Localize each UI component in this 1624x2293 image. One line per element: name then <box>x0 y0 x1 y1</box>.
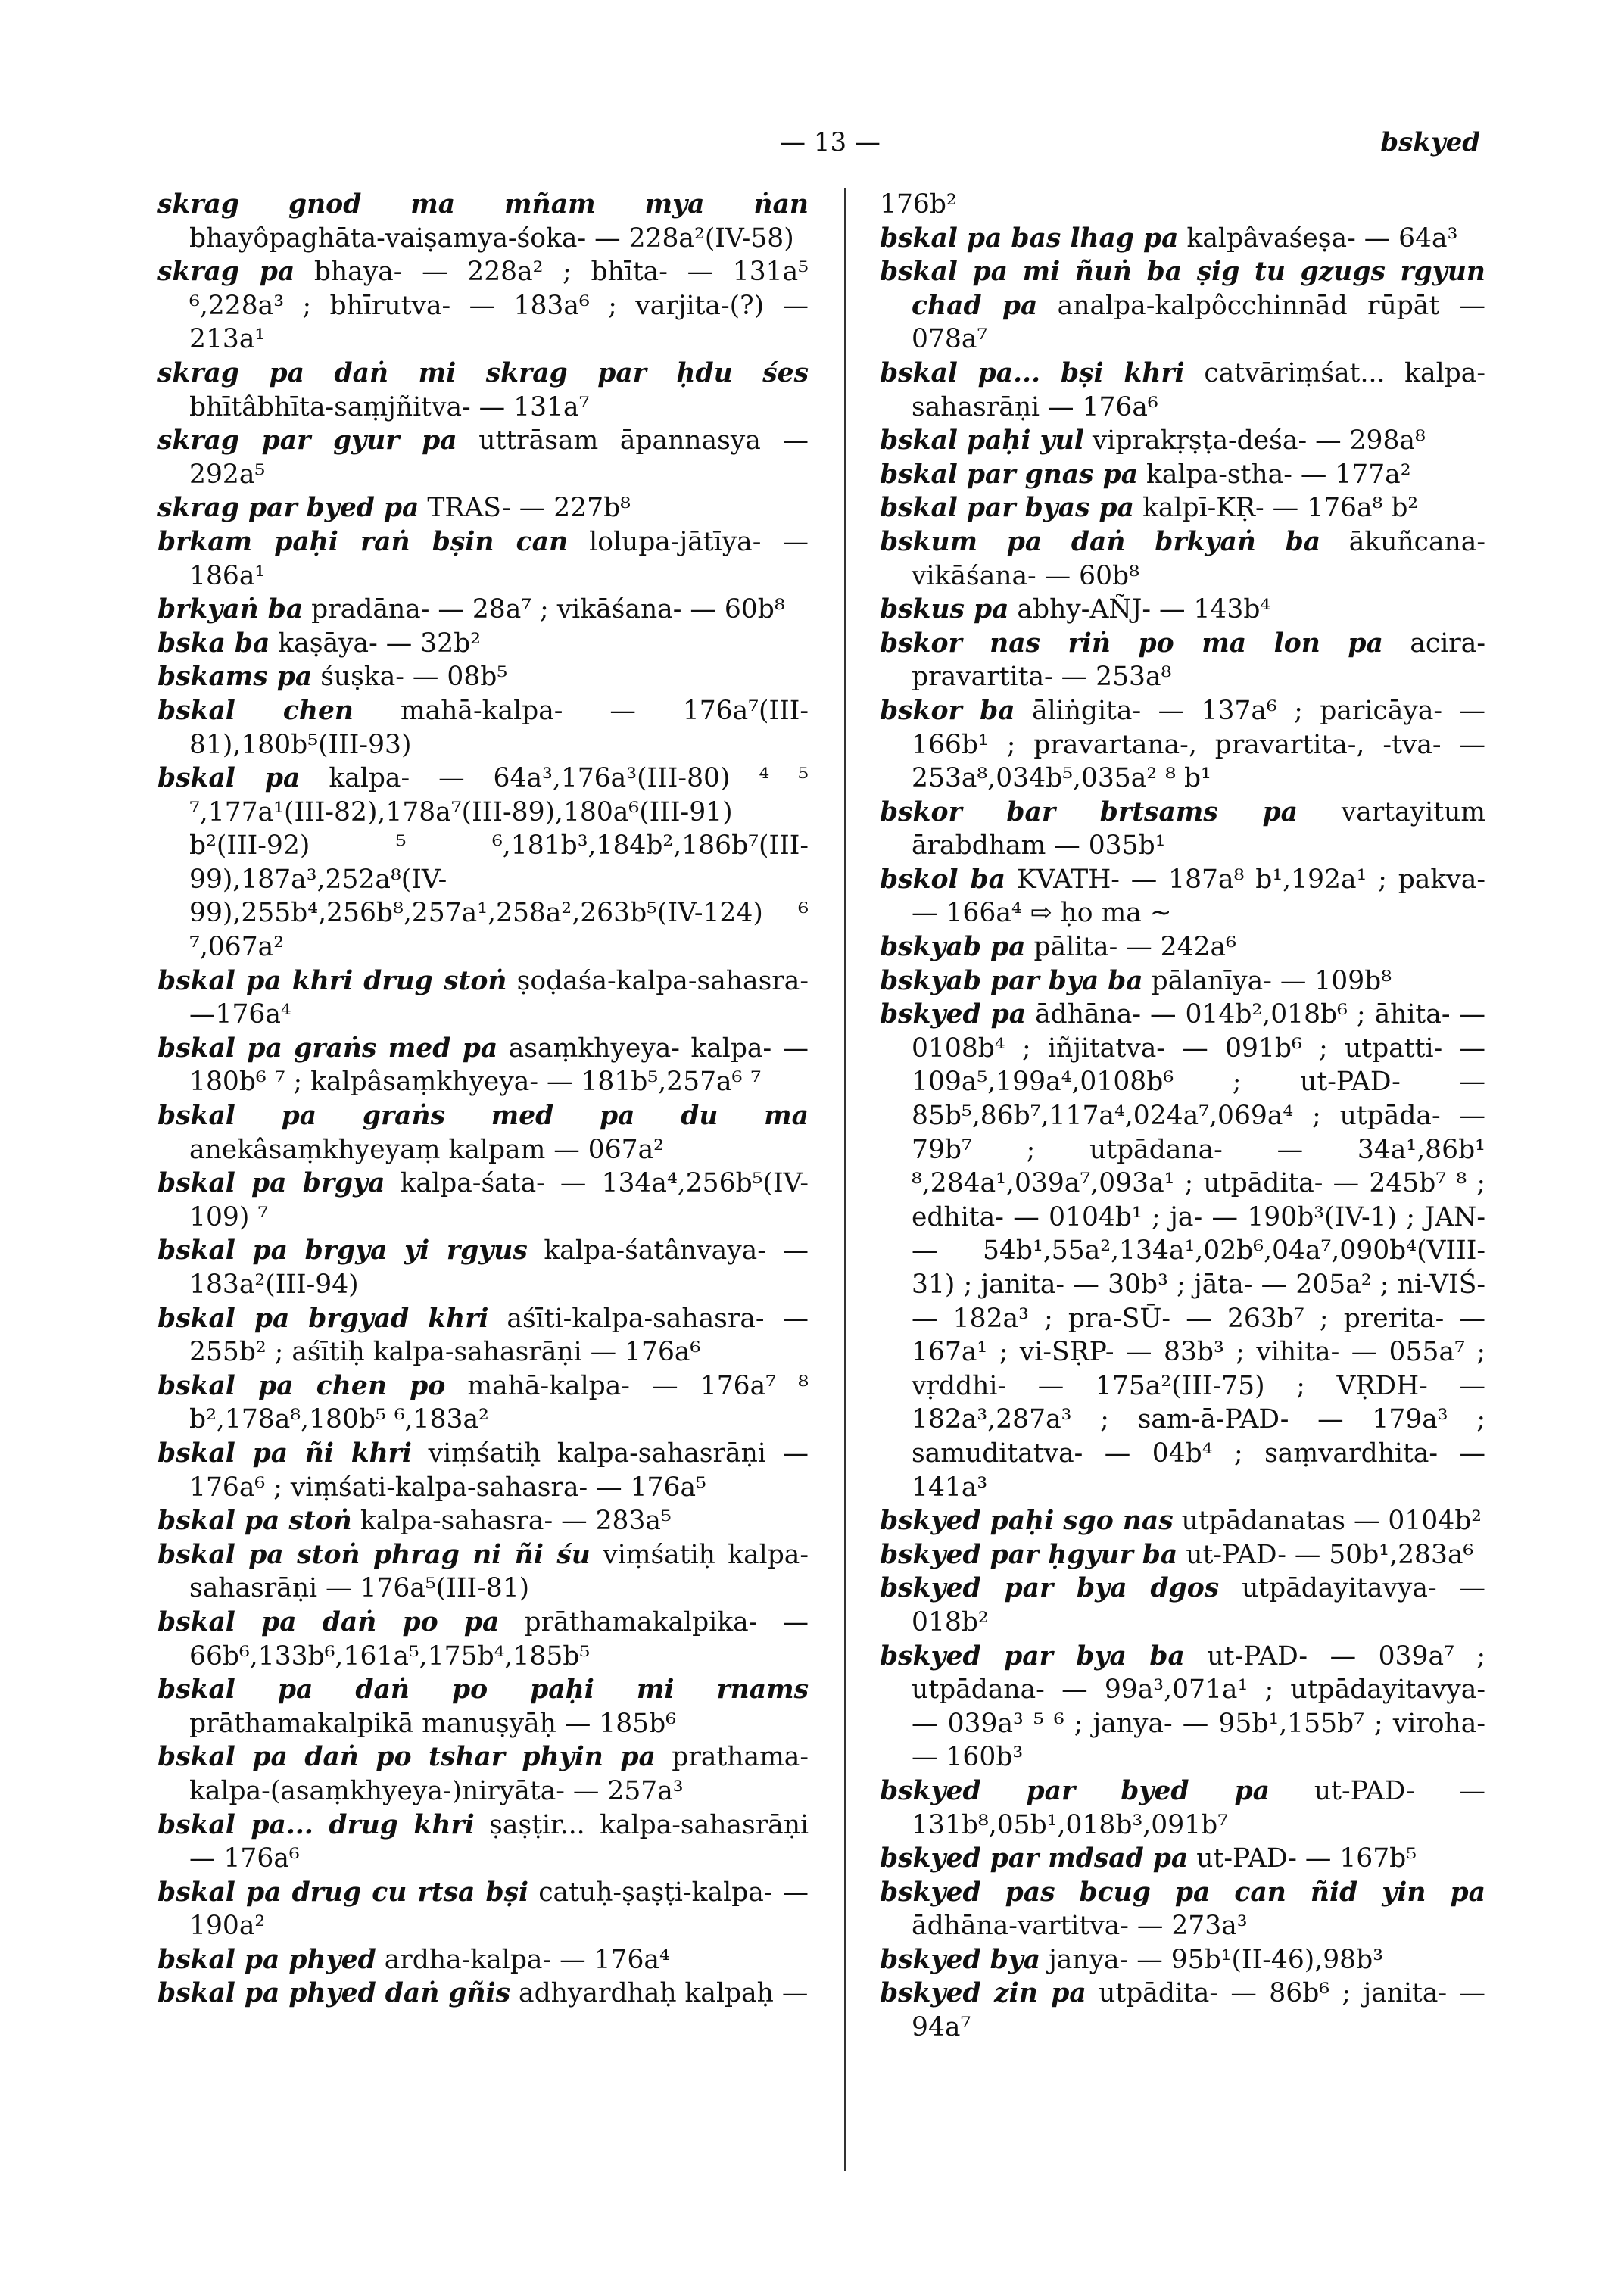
entry-headword: bskor ba <box>880 695 1015 726</box>
entry-definition: TRAS- — 227b⁸ <box>427 493 631 524</box>
entry-definition: anekâsaṃkhyeyaṃ kalpam — 067a² <box>189 1134 664 1165</box>
entry-headword: bskor nas riṅ po ma lon pa <box>880 628 1383 659</box>
dictionary-entry <box>157 1538 809 1606</box>
entry-headword: bskus pa <box>880 594 1009 625</box>
entry-definition: uttrāsam āpannasya — 292a⁵ <box>189 425 809 490</box>
dictionary-entry <box>880 357 1485 424</box>
entry-definition: adhyardhaḥ kalpaḥ — <box>519 1978 809 2009</box>
entry-definition: utpādayitavya- — 018b² <box>912 1573 1485 1637</box>
dictionary-entry <box>157 1943 809 1977</box>
entry-headword: bskal pa daṅ po pa <box>157 1606 500 1637</box>
entry-definition: utpādita- — 86b⁶ ; janita- — 94a⁷ <box>912 1978 1485 2043</box>
dictionary-entry <box>880 1572 1485 1639</box>
entry-headword: bskal paḥi yul <box>880 425 1084 456</box>
dictionary-entry <box>880 593 1485 627</box>
entry-headword: bskyed par byed pa <box>880 1775 1270 1806</box>
dictionary-entry <box>880 627 1485 694</box>
dictionary-entry <box>157 188 809 255</box>
entry-headword: bskal pa brgyad khri <box>157 1303 489 1334</box>
entry-headword: bskal pa phyed <box>157 1944 376 1975</box>
entry-definition: pradāna- — 28a⁷ ; vikāśana- — 60b⁸ <box>311 594 785 625</box>
dictionary-entry <box>880 1943 1485 1977</box>
entry-definition: utpādanatas — 0104b² <box>1181 1506 1482 1537</box>
entry-definition: kalpa-stha- — 177a² <box>1146 459 1411 490</box>
entry-headword: bskal pa drug cu rtsa bṣi <box>157 1877 529 1908</box>
page-header <box>0 127 1624 173</box>
entry-definition: ut-PAD- — 50b¹,283a⁶ <box>1186 1539 1474 1570</box>
entry-headword: bskal pa stoṅ phrag ni ñi śu <box>157 1539 591 1570</box>
entry-headword: bskyab pa <box>880 932 1026 963</box>
dictionary-entry <box>157 1099 809 1167</box>
entry-headword: bskyab par bya ba <box>880 965 1143 996</box>
entry-definition: bhayôpaghāta-vaiṣamya-śoka- — 228a²(IV-58) <box>189 223 794 254</box>
dictionary-entry <box>157 1809 809 1876</box>
entry-headword: brkam paḥi raṅ bṣin can <box>157 526 569 557</box>
dictionary-entry <box>157 424 809 491</box>
entry-headword: bskams pa <box>157 662 313 693</box>
dictionary-entry <box>157 1876 809 1943</box>
entry-headword: bskal par byas pa <box>880 493 1135 524</box>
entry-headword: skrag pa <box>157 257 295 288</box>
entry-definition: śuṣka- — 08b⁵ <box>320 662 508 693</box>
entry-definition: ṣaṣṭir... kalpa-sahasrāṇi — 176a⁶ <box>189 1809 809 1874</box>
entry-headword: bskum pa daṅ brkyaṅ ba <box>880 526 1321 557</box>
dictionary-entry <box>157 694 809 762</box>
entry-headword: bskal pa khri drug stoṅ <box>157 965 507 996</box>
dictionary-entry <box>157 1234 809 1301</box>
entry-definition: viṃśatiḥ kalpa-sahasrāṇi — 176a⁵(III-81) <box>189 1539 809 1604</box>
entry-headword: bskyed par bya ba <box>880 1640 1185 1671</box>
entry-headword: bskyed paḥi sgo nas <box>880 1506 1174 1537</box>
entry-headword: bskal pa chen po <box>157 1370 446 1401</box>
dictionary-entry <box>880 1774 1485 1842</box>
dictionary-entry <box>880 1640 1485 1774</box>
entry-definition: kalpa-śata- — 134a⁴,256b⁵(IV-109) ⁷ <box>189 1168 809 1232</box>
entry-definition: ut-PAD- — 039a⁷ ; utpādana- — 99a³,071a¹ ; utpādayitavya- — 039a³ ⁵ ⁶ ; janya- — 95b¹,155b⁷ ; viroha- — 160b³ <box>912 1640 1485 1773</box>
dictionary-entry <box>157 964 809 1032</box>
entry-definition: kalpa- — 64a³,176a³(III-80) ⁴ ⁵ ⁷,177a¹(III-82),178a⁷(III-89),180a⁶(III-91) b²(III-92) ⁵ ⁶,181b³,184b²,186b⁷(III-99),187a³,252a⁸(IV-99),255b⁴,256b⁸,257a¹,258a²,263b⁵(IV-124) ⁶ ⁷,067a² <box>189 763 809 963</box>
entry-headword: bskyed bya <box>880 1944 1041 1975</box>
entry-headword: bskal pa... drug khri <box>157 1809 475 1840</box>
entry-definition: ādhāna-vartitva- — 273a³ <box>912 1911 1248 1942</box>
entry-headword: bskal pa graṅs med pa <box>157 1033 498 1064</box>
entry-headword: bskyed par mdsad pa <box>880 1843 1189 1874</box>
entry-definition: catuḥ-ṣaṣṭi-kalpa- — 190a² <box>189 1877 809 1942</box>
entry-definition: acira-pravartita- — 253a⁸ <box>912 628 1486 693</box>
entry-headword: bskyed zin pa <box>880 1978 1086 2009</box>
entry-headword: bskal pa graṅs med pa du ma <box>157 1101 809 1132</box>
dictionary-entry <box>157 762 809 964</box>
dictionary-entry <box>157 1167 809 1234</box>
entry-definition: lolupa-jātīya- — 186a¹ <box>189 526 809 591</box>
entry-headword: skrag pa daṅ mi skrag par ḥdu śes <box>157 357 809 388</box>
right-column <box>880 188 1485 2045</box>
dictionary-entry <box>157 1437 809 1504</box>
column-divider <box>844 188 846 2171</box>
entry-headword: brkyaṅ ba <box>157 594 304 625</box>
dictionary-entry <box>880 694 1485 796</box>
dictionary-entry <box>157 1504 809 1538</box>
entry-definition: aśīti-kalpa-sahasra- — 255b² ; aśītiḥ kalpa-sahasrāṇi — 176a⁶ <box>189 1303 809 1368</box>
dictionary-entry <box>880 1842 1485 1876</box>
dictionary-entry <box>880 458 1485 492</box>
dictionary-entry <box>880 998 1485 1504</box>
entry-headword: bskal pa bas lhag pa <box>880 223 1179 254</box>
dictionary-entry <box>157 593 809 627</box>
entry-headword: skrag par byed pa <box>157 493 419 524</box>
dictionary-entry <box>157 627 809 661</box>
entry-definition: ut-PAD- — 167b⁵ <box>1196 1843 1417 1874</box>
entry-definition: abhy-AÑJ- — 143b⁴ <box>1017 594 1271 625</box>
entry-headword: bskal chen <box>157 695 354 726</box>
entry-definition: kalpâvaśeṣa- — 64a³ <box>1186 223 1458 254</box>
entry-definition: āliṅgita- — 137a⁶ ; paricāya- — 166b¹ ; pravartana-, pravartita-, -tva- — 253a⁸,034b⁵,035a² ⁸ b¹ <box>912 695 1485 794</box>
dictionary-entry <box>880 964 1485 999</box>
entry-headword: bskal pa mi ñuṅ ba ṣig tu gzugs rgyun chad pa <box>880 257 1485 321</box>
entry-definition: 176b² <box>880 189 957 220</box>
dictionary-entry <box>880 1977 1485 2044</box>
dictionary-entry <box>880 525 1485 593</box>
dictionary-entry <box>157 1302 809 1369</box>
dictionary-entry <box>880 255 1485 357</box>
entry-definition: bhītâbhīta-saṃjñitva- — 131a⁷ <box>189 391 590 422</box>
entry-definition: vartayitum ārabdham — 035b¹ <box>912 796 1486 861</box>
entry-headword: bskal pa... bṣi khri <box>880 357 1185 388</box>
entry-headword: bskal par gnas pa <box>880 459 1139 490</box>
entry-definition: pālanīya- — 109b⁸ <box>1151 965 1392 996</box>
dictionary-entry <box>157 255 809 357</box>
dictionary-entry <box>157 1740 809 1808</box>
dictionary-entry <box>880 796 1485 863</box>
dictionary-entry <box>880 1876 1485 1943</box>
entry-definition: kaṣāya- — 32b² <box>278 628 481 659</box>
entry-definition: pālita- — 242a⁶ <box>1033 932 1236 963</box>
entry-definition: kalpa-sahasra- — 283a⁵ <box>360 1506 672 1537</box>
dictionary-entry <box>880 188 1485 222</box>
entry-headword: bskyed pa <box>880 999 1027 1030</box>
entry-headword: bskal pa <box>157 763 301 794</box>
entry-definition: analpa-kalpôcchinnād rūpāt — 078a⁷ <box>912 290 1485 355</box>
entry-definition: catvāriṃśat... kalpa-sahasrāṇi — 176a⁶ <box>912 357 1485 422</box>
entry-headword: skrag par gyur pa <box>157 425 457 456</box>
dictionary-entry <box>157 1369 809 1437</box>
entry-headword: bskor bar brtsams pa <box>880 796 1298 827</box>
entry-definition: ākuñcana-vikāśana- — 60b⁸ <box>912 526 1485 591</box>
dictionary-entry <box>157 1032 809 1099</box>
entry-definition: KVATH- — 187a⁸ b¹,192a¹ ; pakva- — 166a⁴ ⇨ ḥo ma ~ <box>912 864 1485 929</box>
running-head: bskyed <box>1380 127 1480 157</box>
entry-headword: bskal pa stoṅ <box>157 1506 352 1537</box>
entry-headword: bskal pa ñi khri <box>157 1438 412 1469</box>
dictionary-entry <box>880 1538 1485 1572</box>
dictionary-entry <box>880 863 1485 930</box>
entry-definition: ardha-kalpa- — 176a⁴ <box>384 1944 670 1975</box>
entry-definition: asaṃkhyeya- kalpa- — 180b⁶ ⁷ ; kalpâsaṃkhyeya- — 181b⁵,257a⁶ ⁷ <box>189 1033 809 1098</box>
entry-headword: bskyed par bya dgos <box>880 1573 1220 1604</box>
entry-definition: prāthamakalpika- — 66b⁶,133b⁶,161a⁵,175b⁴,185b⁵ <box>189 1606 809 1671</box>
dictionary-entry <box>880 491 1485 525</box>
dictionary-entry <box>157 357 809 424</box>
entry-definition: viprakṛṣṭa-deśa- — 298a⁸ <box>1092 425 1426 456</box>
entry-definition: kalpī-KṚ- — 176a⁸ b² <box>1142 493 1419 524</box>
dictionary-entry <box>880 930 1485 964</box>
entry-definition: mahā-kalpa- — 176a⁷(III-81),180b⁵(III-93) <box>189 695 809 760</box>
page-number: — 13 — <box>780 127 881 157</box>
entry-headword: bskal pa brgya yi rgyus <box>157 1235 528 1266</box>
entry-headword: bskal pa daṅ po tshar phyin pa <box>157 1742 656 1773</box>
entry-headword: bskyed pas bcug pa can ñid yin pa <box>880 1877 1485 1908</box>
dictionary-entry <box>157 1673 809 1740</box>
entry-definition: ut-PAD- — 131b⁸,05b¹,018b³,091b⁷ <box>912 1775 1485 1840</box>
dictionary-entry <box>880 222 1485 256</box>
entry-definition: ādhāna- — 014b²,018b⁶ ; āhita- — 0108b⁴ ; iñjitatva- — 091b⁶ ; utpatti- — 109a⁵,199a⁴,0108b⁶ ; ut-PAD- — 85b⁵,86b⁷,117a⁴,024a⁷,069a⁴ ; utpāda- — 79b⁷ ; utpādana- — 34a¹,86b¹ ⁸,284a¹,039a⁷,093a¹ ; utpādita- — 245b⁷ ⁸ ; edhita- — 0104b¹ ; ja- — 190b³(IV-1) ; JAN- — 54b¹,55a²,134a¹,02b⁶,04a⁷,090b⁴(VIII-31) ; janita- — 30b³ ; jāta- — 205a² ; ni-VIŚ- — 182a³ ; pra-SŪ- — 263b⁷ ; prerita- — 167a¹ ; vi-SṚP- — 83b³ ; vihita- — 055a⁷ ; vṛddhi- — 175a²(III-75) ; VṚDH- — 182a³,287a³ ; sam-ā-PAD- — 179a³ ; samuditatva- — 04b⁴ ; saṃvardhita- — 141a³ <box>912 999 1485 1503</box>
entry-definition: prāthamakalpikā manuṣyāḥ — 185b⁶ <box>189 1708 677 1739</box>
entry-definition: bhaya- — 228a² ; bhīta- — 131a⁵ ⁶,228a³ ; bhīrutva- — 183a⁶ ; varjita-(?) — 213a¹ <box>189 257 809 355</box>
dictionary-entry <box>880 1504 1485 1538</box>
entry-headword: bskal pa phyed daṅ gñis <box>157 1978 511 2009</box>
entry-definition: prathama-kalpa-(asaṃkhyeya-)niryāta- — 257a³ <box>189 1742 809 1806</box>
entry-headword: bskal pa brgya <box>157 1168 385 1199</box>
entry-headword: skrag gnod ma mñam mya ṅan <box>157 189 809 220</box>
dictionary-entry <box>157 1977 809 2011</box>
entry-definition: janya- — 95b¹(II-46),98b³ <box>1049 1944 1384 1975</box>
dictionary-entry <box>157 525 809 593</box>
entry-definition: kalpa-śatânvaya- — 183a²(III-94) <box>189 1235 809 1300</box>
entry-definition: viṃśatiḥ kalpa-sahasrāṇi — 176a⁶ ; viṃśati-kalpa-sahasra- — 176a⁵ <box>189 1438 809 1503</box>
entry-headword: bskyed par ḥgyur ba <box>880 1539 1178 1570</box>
entry-headword: bska ba <box>157 628 270 659</box>
entry-headword: bskal pa daṅ po paḥi mi rnams <box>157 1675 809 1706</box>
entry-definition: mahā-kalpa- — 176a⁷ ⁸ b²,178a⁸,180b⁵ ⁶,183a² <box>189 1370 809 1435</box>
left-column <box>157 188 809 2011</box>
entry-headword: bskol ba <box>880 864 1005 895</box>
dictionary-entry <box>880 424 1485 458</box>
dictionary-entry <box>157 660 809 694</box>
dictionary-entry <box>157 1606 809 1673</box>
entry-definition: ṣoḍaśa-kalpa-sahasra- —176a⁴ <box>189 965 809 1030</box>
dictionary-entry <box>157 491 809 525</box>
